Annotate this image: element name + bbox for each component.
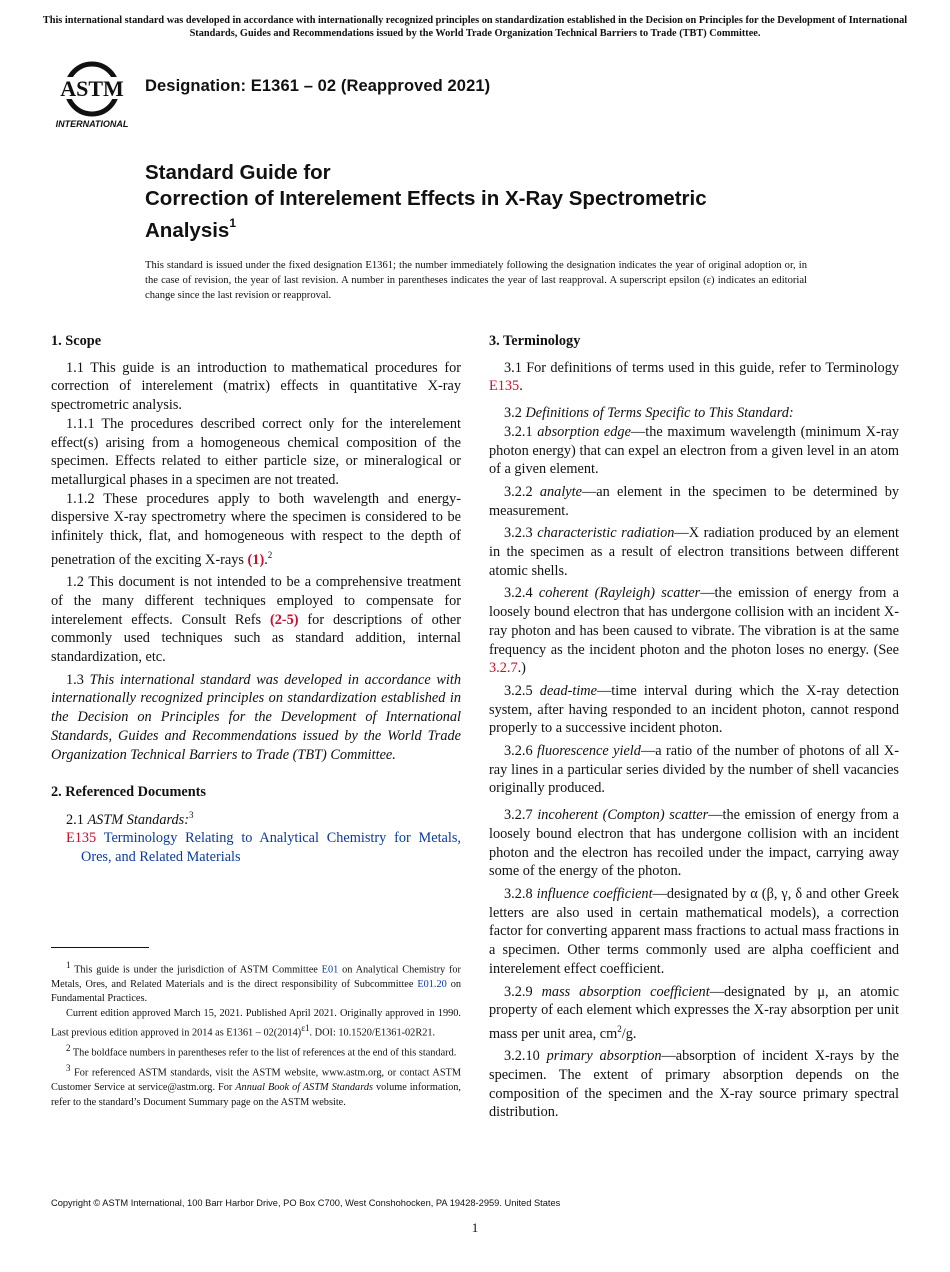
- term-3-2-6: [489, 742, 899, 798]
- term-definition: —a ratio of the number of photons of all X-ray lines in a particular series divided by the number of shell vacancies originally produced.: [489, 743, 900, 797]
- term-3-2-1: [489, 423, 899, 479]
- footnote-2: [51, 1041, 461, 1061]
- approval-epsilon: ε1: [301, 1023, 310, 1034]
- e135-link[interactable]: E135: [489, 378, 520, 395]
- term-definition: —time interval during which the X-ray detection system, after having responded to an incident photon, cannot respond properly to a successive incident photon.: [489, 682, 899, 737]
- term-number: 3.2.9: [504, 983, 533, 1000]
- footnote-approval: [51, 1007, 461, 1041]
- term-3-2-7: [489, 806, 899, 881]
- title-line-2: Correction of Interelement Effects in X-Ray Spectrometric: [145, 187, 707, 210]
- term-name: dead-time: [539, 682, 597, 699]
- referenced-doc-e135: [51, 829, 461, 866]
- footnotes: [51, 958, 461, 1110]
- term-definition: —the emission of energy from a loosely bound electron that has undergone collision with an incident photon and the electron has recoiled under the impact, carrying away some of the energy of the photon.: [489, 807, 900, 880]
- term-name: coherent (Rayleigh) scatter: [538, 585, 701, 602]
- paragraph-1-1: 1.1 This guide is an introduction to mathematical procedures for correction of interelement (matrix) effects in quantitative X-ray spectrometric analysis.: [51, 359, 461, 414]
- term-definition-end: /g.: [621, 1025, 637, 1042]
- designation: Designation: E1361 – 02 (Reapproved 2021): [145, 77, 491, 95]
- paragraph-3-2-num: 3.2: [504, 405, 522, 422]
- paragraph-3-1: [489, 359, 899, 396]
- footnote-1-text-c: on Fundamental Practices.: [51, 978, 461, 1005]
- section-heading-terminology: 3. Terminology: [489, 333, 581, 349]
- document-title: [145, 160, 845, 244]
- term-definition: —an element in the specimen to be determined by measurement.: [489, 483, 899, 519]
- footnote-1-text-a: This guide is under the jurisdiction of ASTM Committee: [70, 964, 322, 976]
- title-line-3: Analysis: [145, 218, 230, 242]
- term-name: mass absorption coefficient: [541, 983, 710, 1000]
- section-heading-referenced: 2. Referenced Documents: [51, 784, 206, 801]
- section-heading-scope: 1. Scope: [51, 333, 102, 349]
- footnote-mark-3: 3: [189, 809, 194, 820]
- footnote-1-text-b: on Analytical Chemistry for Metals, Ores, and Related Materials and is the direct responsibility of Subcommittee: [51, 964, 461, 990]
- term-name: influence coefficient: [536, 885, 653, 902]
- paragraph-3-2: [489, 404, 899, 423]
- issuance-statement: This standard is issued under the fixed designation E1361; the number immediately following the designation indicates the year of original adoption or, in the case of revision, the year of last revision. A number in parentheses indicates the year of last reapproval. A superscript epsilon (ε) indicates an editorial change since the last revision or reapproval.: [145, 260, 807, 301]
- term-definition: —designated by α (β, γ, δ and other Greek letters are also used in certain mathematical models), a correction factor for converting apparent mass fractions to actual mass fractions in a specimen. Other terms commonly used are alpha coefficient and interelement effect coefficient.: [489, 885, 900, 977]
- paragraph-1-1-2-text: 1.1.2 These procedures apply to both wavelength and energy-dispersive X-ray spectrometry where the specimen is considered to be infinitely thick, flat, and homogeneous with respect to the depth of penetration of the exciting X-rays: [51, 490, 461, 568]
- e135-code-link[interactable]: E135: [66, 830, 97, 847]
- term-3-2-5: [489, 682, 899, 738]
- term-name: characteristic radiation: [537, 525, 675, 542]
- footnote-3-text-b: volume information, refer to the standard’s Document Summary page on the ASTM website.: [51, 1082, 461, 1108]
- paragraph-1-3: [51, 671, 461, 765]
- ref-link-1[interactable]: (1): [247, 551, 265, 568]
- term-3-2-3: [489, 524, 899, 580]
- paragraph-1-3-text: This international standard was developed in accordance with internationally recognized principles on standardization established in the Decision on Principles for the Development of International Standards, Guides and Recommendations issued by the World Trade Organization Technical Barriers to Trade (TBT) Committee.: [51, 671, 462, 763]
- term-definition: —the maximum wavelength (minimum X-ray photon energy) that can expel an electron from a given level in an atom of a given element.: [489, 423, 899, 478]
- term-number: 3.2.10: [504, 1048, 540, 1065]
- term-number: 3.2.6: [504, 743, 533, 760]
- footnote-2-text: The boldface numbers in parentheses refer to the list of references at the end of this standard.: [70, 1047, 457, 1059]
- paragraph-3-1-end: .: [519, 378, 523, 395]
- footnote-1: [51, 958, 461, 1007]
- term-name: incoherent (Compton) scatter: [537, 807, 709, 824]
- term-name: fluorescence yield: [537, 743, 641, 760]
- subcommittee-e01-20-link[interactable]: E01.20: [417, 978, 447, 990]
- term-definition: —X radiation produced by an element in the specimen as a result of electron transitions between different atomic shells.: [489, 525, 899, 579]
- logo-subtext: INTERNATIONAL: [55, 119, 129, 129]
- right-column: [489, 332, 899, 1122]
- footnote-3-italic: Annual Book of ASTM Standards: [235, 1082, 373, 1094]
- paragraph-1-2: [51, 573, 461, 667]
- paragraph-3-2-text: Definitions of Terms Specific to This Standard:: [525, 405, 794, 422]
- term-3-2-7-link[interactable]: 3.2.7: [489, 660, 518, 677]
- title-footnote-mark: 1: [229, 216, 237, 230]
- term-number: 3.2.5: [504, 682, 533, 699]
- paragraph-1-2-text-a: 1.2 This document is not intended to be a comprehensive treatment of the many different techniques employed to compensate for interelement effects. Consult Refs: [51, 574, 461, 628]
- term-3-2-9: [489, 983, 899, 1044]
- title-line-1: Standard Guide for: [145, 161, 331, 184]
- term-definition: —designated by μ, an atomic property of each element which expresses the X-ray absorption per unit mass per unit area, cm: [489, 983, 899, 1042]
- superscript-2: 2: [617, 1023, 622, 1034]
- term-number: 3.2.4: [504, 585, 533, 602]
- footnote-3-text-a: For referenced ASTM standards, visit the ASTM website, www.astm.org, or contact ASTM Customer Service at service@astm.org. For: [51, 1067, 461, 1094]
- paragraph-1-1-2-end: .: [264, 551, 268, 568]
- footnote-1-mark: 1: [66, 960, 71, 970]
- paragraph-3-1-text: 3.1 For definitions of terms used in this guide, refer to Terminology: [504, 359, 899, 376]
- logo-text: ASTM: [60, 76, 124, 101]
- footnote-divider: [51, 947, 149, 948]
- paragraph-1-1-1: 1.1.1 The procedures described correct only for the interelement effect(s) arising from a homogeneous chemical composition of the specimen. Effects related to either particle size, or mineralogical or metallurgical phases in a specimen are not treated.: [51, 415, 461, 488]
- footnote-2-mark: 2: [66, 1043, 71, 1054]
- term-definition: —absorption of incident X-rays by the specimen. The extent of primary absorption depends on the composition of the specimen and the X-ray source primary spectral distribution.: [489, 1048, 900, 1121]
- e135-title-link[interactable]: Terminology Relating to Analytical Chemistry for Metals, Ores, and Related Materials: [81, 830, 461, 866]
- footnote-3: [51, 1061, 461, 1110]
- term-number: 3.2.1: [504, 423, 533, 440]
- paragraph-2-1-text: ASTM Standards:: [87, 811, 189, 828]
- top-notice: This international standard was developed in accordance with internationally recognized principles on standardization established in the Decision on Principles for the Development of International Standards, Guides and Recommendations issued by the World Trade Organization Technical Barriers to Trade (TBT) Committee.: [42, 15, 908, 39]
- left-column: [51, 332, 461, 867]
- term-name: absorption edge: [537, 423, 631, 440]
- term-name: primary absorption: [546, 1048, 662, 1065]
- term-definition: —the emission of energy from a loosely bound electron that has undergone collision with an incident X-ray photon and has been caused to vibrate. The vibration is at the same frequency as the incident photon and the photon loses no energy. (See: [489, 585, 900, 658]
- term-number: 3.2.8: [504, 885, 533, 902]
- paragraph-1-2-text-b: for descriptions of other commonly used techniques such as standard addition, internal standardization, etc.: [51, 611, 462, 666]
- approval-text-b: . DOI: 10.1520/E1361-02R21.: [309, 1027, 436, 1039]
- footnote-3-mark: 3: [66, 1063, 71, 1074]
- term-3-2-2: [489, 483, 899, 520]
- term-number: 3.2.2: [504, 483, 533, 500]
- astm-logo: [54, 55, 134, 131]
- copyright-notice: Copyright © ASTM International, 100 Barr Harbor Drive, PO Box C700, West Conshohocken, PA 19428-2959. United States: [51, 1198, 561, 1208]
- term-3-2-10: [489, 1047, 899, 1122]
- term-name: analyte: [539, 483, 582, 500]
- paragraph-1-3-num: 1.3: [66, 671, 84, 688]
- term-3-2-8: [489, 885, 899, 979]
- term-3-2-4: [489, 584, 899, 678]
- committee-e01-link[interactable]: E01: [321, 964, 339, 976]
- footnote-mark-2: 2: [267, 549, 273, 560]
- page-number: 1: [471, 1220, 479, 1235]
- paragraph-2-1: [51, 806, 461, 829]
- ref-link-2-5[interactable]: (2-5): [269, 611, 299, 628]
- term-number: 3.2.7: [504, 807, 533, 824]
- term-definition-end: .): [517, 660, 526, 677]
- paragraph-1-1-2: [51, 490, 461, 570]
- term-number: 3.2.3: [504, 525, 533, 542]
- approval-text-a: Current edition approved March 15, 2021. Published April 2021. Originally approved in 1990. Last previous edition approved in 2014 as E1361 – 02(2014): [51, 1007, 461, 1039]
- paragraph-2-1-num: 2.1: [66, 811, 84, 828]
